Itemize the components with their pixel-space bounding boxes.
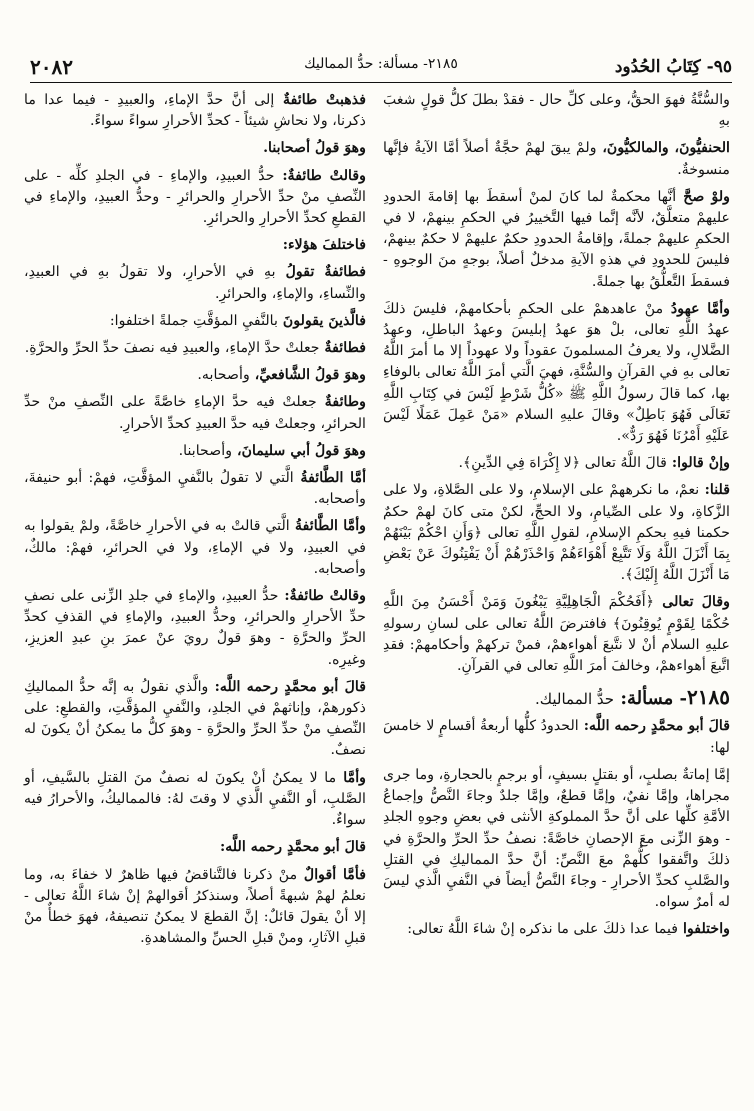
paragraph-text: حدُّ العبيدِ، والإماءِ - في الجلدِ كلِّه - على النِّصفِ منْ حدِّ الأحرارِ والحرائرِ - وحدُّ العبيدِ، والإماءِ في القطعِ كحدِّ الأحرارِ والحرائرِ. <box>24 167 366 227</box>
paragraph-text: وأصحابنا. <box>178 442 233 459</box>
paragraph-text: الحدودُ كلُّها أربعةُ أقسامٍ لا خامسَ لها: <box>383 718 730 756</box>
paragraph <box>24 468 366 510</box>
section-number: ٢١٨٥ <box>687 685 730 710</box>
paragraph-lead: وقالتْ طائفةٌ: <box>278 588 366 605</box>
paragraph <box>24 865 366 950</box>
paragraph-lead: وأمَّا عهودُ <box>663 300 731 317</box>
paragraph-lead: واختلفوا <box>678 921 730 938</box>
paragraph-text: بهِ في الأحرارِ، ولا تقولُ بهِ في العبيدِ، والنِّساءِ، والإماءِ، والحرائرِ. <box>24 264 366 302</box>
paragraph-text: إمَّا إماتةٌ بصلبٍ، أو بقتلٍ بسيفٍ، أو برجمٍ بالحجارةِ، وما جرى مجراها، وإمَّا نفيٌ، وإمَّا قطعٌ، وإمَّا جلدٌ وجاءَ النَّصُّ وإجماعُ الأمَّةِ كلِّها على أنَّ حدَّ المملوكةِ الأنثى في بعضِ وجوهِ الجلدِ - وهوَ الزِّنى معَ الإحصانِ خاصَّةً: نصفُ حدِّ الحرِّ والحرَّةِ في ذلكَ واتَّفقوا كلُّهمْ معَ النَّصِّ: أنَّ حدَّ المماليكِ في القتلِ والصَّلبِ كحدِّ الأحرارِ - وجاءَ النَّصُّ أيضاً في النَّفيِ الَّذي ليسَ له أمرٌ سواه. <box>383 766 730 911</box>
paragraph-text: وأصحابه. <box>197 367 250 384</box>
paragraph-lead: قلنا: <box>699 482 730 499</box>
paragraph <box>24 235 366 256</box>
paragraph-lead: فالَّذينَ يقولونَ <box>277 312 366 329</box>
right-column-paragraphs <box>383 90 730 677</box>
paragraph-text: الَّتي قالتْ به في الأحرارِ خاصَّةً، ولمْ يقولوا به في العبيدِ، ولا في الإماءِ، ولا في الحرائرِ، فهمْ: مالكٌ، وأصحابه. <box>24 518 366 577</box>
paragraph-text: الَّتي لا تقولُ بالنَّفيِ المؤقَّتِ، فهمْ: أبو حنيفةَ، وأصحابه. <box>24 470 366 508</box>
paragraph <box>24 262 366 304</box>
paragraph <box>24 441 366 462</box>
paragraph-lead: فطائفةٌ <box>319 340 366 357</box>
paragraph-lead: الحنفيُّونَ، والمالكيُّونَ، <box>596 140 730 157</box>
paragraph <box>24 392 366 434</box>
page-header <box>30 52 732 83</box>
paragraph <box>24 338 366 359</box>
paragraph-text: والَّذي نقولُ به إنَّه حدُّ المماليكِ ذكورهمْ، وإناثهمْ في الجلدِ، والنَّفيِ المؤقَّتِ، والقطعِ: على النِّصفِ منْ حدِّ الحرِّ والحرَّةِ - وهوَ كلُّ ما يمكنُ أنْ يكونَ له نصفٌ. <box>24 678 366 759</box>
paragraph <box>24 311 366 332</box>
paragraph-lead: وهوَ قولُ أصحابنا. <box>263 140 366 157</box>
paragraph-text: نعمْ، ما نكرههمْ على الإسلامِ، ولا على الصَّلاةِ، ولا على الزَّكاةِ، ولا على الصِّيامِ، ولا الحجِّ، لكنْ متى كانَ لهمْ حكمٌ حكمنا فيهِ بحكمِ الإسلامِ، لقولِ اللَّهِ تعالى ﴿وَأَنِ احْكُمْ بَيْنَهُمْ بِمَا أَنْزَلَ اللَّهُ وَلَا تَتَّبِعْ أَهْوَاءَهُمْ وَاحْذَرْهُمْ أَنْ يَفْتِنُوكَ عَنْ بَعْضِ مَا أَنْزَلَ اللَّهُ إِلَيْكَ﴾. <box>383 482 730 584</box>
left-column-paragraphs <box>24 90 366 949</box>
paragraph <box>24 677 366 762</box>
right-column <box>383 90 730 1090</box>
paragraph <box>24 768 366 832</box>
paragraph-text: إلى أنَّ حدَّ الإماءِ، والعبيدِ - فيما عدا ما ذكرنا، ولا نحاشِ شيئاً - كحدِّ الأحرارِ سواءً سواءً. <box>24 92 366 130</box>
paragraph-lead: قالَ أبو محمَّدٍ رحمه اللَّه: <box>578 718 730 735</box>
paragraph <box>383 299 730 447</box>
left-column <box>24 90 366 1090</box>
paragraph-text: ﴿أَفَحُكْمَ الْجَاهِلِيَّةِ يَبْغُونَ وَمَنْ أَحْسَنُ مِنَ اللَّهِ حُكْمًا لِقَوْمٍ يُوقِنُونَ﴾ فافترضَ اللَّهُ تعالى على لسانِ رسولهِ عليهِ السلام أنْ لا نتَّبعَ أهواءهمْ، فمنْ تركهمْ وأحكامهمْ: فقدِ اتَّبعَ أهواءهمْ، وخالفَ أمرَ اللَّهِ تعالى في القرآنِ. <box>383 594 730 675</box>
paragraph-text: حدُّ العبيدِ، والإماءِ في جلدِ الزِّنى على نصفِ حدِّ الأحرارِ والحرائرِ، وحدُّ العبيدِ، والإماءِ في القذفِ كحدِّ الحرِّ والحرَّةِ - وهوَ قولٌ رويَ عنْ عمرَ بنِ عبدِ العزيزِ، وغيرِه. <box>24 588 366 668</box>
paragraph-lead: فذهبتْ طائفةٌ <box>274 92 366 108</box>
paragraph <box>383 480 730 586</box>
paragraph-text: منْ عاهدهمْ على الحكمِ بأحكامهمْ، فليسَ ذلكَ عهدُ اللَّهِ تعالى، بلْ هوَ عهدُ إبليسَ وعهدُ الباطلِ، وعهدُ الضَّلالِ، ولا يعرفُ المسلمونَ عقوداً ولا عهوداً إلا ما أمرَ اللَّهُ تعالى بهِ في القرآنِ والسُّنَّةِ، فهيَ الَّتي أمرَ اللَّهُ تعالى بالوفاءِ بها، كما قالَ رسولُ اللَّهِ ﷺ «كُلُّ شَرْطٍ لَيْسَ في كِتَابِ اللَّهِ تَعَالَى فَهُوَ بَاطِلٌ» وقالَ عليهِ السلام «مَنْ عَمِلَ عَمَلًا لَيْسَ عَلَيْهِ أَمْرُنَا فَهُوَ رَدٌّ». <box>383 300 730 445</box>
paragraph-lead: وقالَ تعالى <box>654 594 730 611</box>
paragraph-lead: وقالتْ طائفةٌ: <box>274 167 366 184</box>
page-number: ٢٠٨٢ <box>30 55 73 79</box>
paragraph <box>24 586 366 671</box>
paragraph <box>383 90 730 132</box>
paragraph-lead: وهوَ قولُ أبي سليمانَ، <box>232 442 366 459</box>
paragraph-text: والسُّنَّةُ فهوَ الحقُّ، وعلى كلِّ حال - فقدْ بطلَ كلُّ قولٍ شغبَ بهِ <box>383 92 730 130</box>
paragraph <box>24 837 366 858</box>
paragraph <box>24 166 366 230</box>
paragraph <box>24 365 366 386</box>
paragraph <box>383 138 730 180</box>
paragraph <box>383 187 730 293</box>
paragraph <box>24 90 366 132</box>
paragraph-lead: أمَّا الطَّائفةُ <box>293 470 367 487</box>
right-column-paragraphs-after <box>383 716 730 940</box>
paragraph-text: جعلتْ فيه حدَّ الإماءِ خاصَّةً على النِّصفِ منْ حدِّ الحرائرِ، وجعلتْ فيه حدَّ العبيدِ كحدِّ الأحرارِ. <box>24 394 366 432</box>
paragraph-lead: فطائفةٌ تقولُ <box>275 264 366 281</box>
section-title: حدُّ المماليك. <box>534 690 615 709</box>
paragraph-lead: وأمَّا <box>336 769 366 786</box>
paragraph-lead: وإنْ قالوا: <box>666 455 730 472</box>
paragraph-lead: قالَ أبو محمَّدٍ رحمه اللَّه: <box>208 678 366 695</box>
paragraph-text: أنَّها محكمةٌ لما كانَ لمنْ أسقطَ بها إقامةَ الحدودِ عليهمْ متعلَّقٌ، لأنَّه إنَّما فيها التَّخييرُ في الحكمِ بينهمْ، لا في الحكمِ عليهمْ جملةً، وإقامةُ الحدودِ حكمٌ عليهمْ لا حكمٌ بينهمْ، فليسَ للحدودِ في هذهِ الآيةِ مدخلٌ أصلاً، بوجهٍ منَ الوجوهِ - فسقطَ التَّعلُّقُ بها جملةً. <box>383 188 730 290</box>
paragraph-text: ولمْ يبقَ لهمْ حجَّةٌ أصلاً أمَّا الآيةُ فإنَّها منسوخةٌ. <box>383 140 730 178</box>
section-label: - مسألة: <box>620 688 688 710</box>
paragraph-lead: وهوَ قولُ الشَّافعيِّ، <box>249 367 366 384</box>
paragraph-text: جعلتْ حدَّ الإماءِ، والعبيدِ فيه نصفَ حدِّ الحرِّ والحرَّةِ. <box>24 340 320 357</box>
paragraph <box>383 592 730 677</box>
paragraph <box>24 138 366 159</box>
paragraph-text: فيما عدا ذلكَ على ما نذكره إنْ شاءَ اللَّهُ تعالى: <box>407 921 679 938</box>
paragraph-text: منْ ذكرنا فالتَّناقضُ فيها ظاهرٌ لا خفاءَ به، وما نعلمُ لهمْ شبهةً أصلاً، وسنذكرُ أقوالهمْ إنْ شاءَ اللَّهُ تعالى - إلا أنْ يقولَ قائلٌ: إنَّ القطعَ لا يمكنُ تنصيفهُ، فهوَ خطأٌ منْ قبلِ الآثارِ، ومنْ قبلِ الحسِّ والمشاهدةِ. <box>24 866 366 947</box>
section-heading <box>383 687 730 710</box>
running-title: ٢١٨٥- مسألة: حدُّ المماليك <box>304 56 458 72</box>
paragraph <box>383 453 730 474</box>
paragraph <box>383 716 730 758</box>
paragraph-lead: وأمَّا الطَّائفةُ <box>289 518 366 535</box>
paragraph-lead: وطائفةٌ <box>316 394 366 411</box>
book-chapter-title: ٩٥- كِتَابُ الحُدُود <box>614 57 732 77</box>
paragraph-text: قالَ اللَّهُ تعالى ﴿لا إِكْرَاهَ فِي الدِّينِ﴾. <box>458 455 667 472</box>
paragraph-text: بالنَّفيِ المؤقَّتِ جملةً اختلفوا: <box>109 312 278 329</box>
paragraph-lead: قالَ أبو محمَّدٍ رحمه اللَّه: <box>219 839 366 856</box>
paragraph-text: ما لا يمكنُ أنْ يكونَ له نصفٌ منَ القتلِ بالسَّيفِ، أو الصَّلبِ، أو النَّفيِ الَّذي لا وقتَ لهُ: فالمماليكُ، والأحرارُ فيه سواءٌ. <box>24 769 366 829</box>
paragraph-lead: فأمَّا أقوالٌ <box>297 866 366 883</box>
paragraph <box>383 765 730 913</box>
paragraph <box>383 919 730 940</box>
paragraph <box>24 516 366 580</box>
paragraph-lead: فاختلفَ هؤلاء: <box>282 237 366 254</box>
paragraph-lead: ولوْ صحَّ <box>676 188 730 205</box>
